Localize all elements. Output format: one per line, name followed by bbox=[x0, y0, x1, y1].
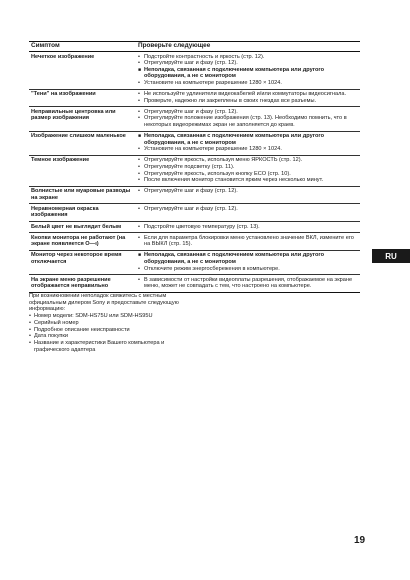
symptom-cell: Нечеткое изображение bbox=[29, 52, 136, 89]
table-body bbox=[29, 52, 360, 293]
check-item: • Отрегулируйте шаг и фазу (стр. 12). bbox=[138, 60, 358, 67]
header-symptom: Симптом bbox=[29, 42, 136, 52]
check-item: • Не используйте удлинители видеокабелей и/или коммутаторы видеосигнала. bbox=[138, 91, 358, 98]
language-tab: RU bbox=[372, 249, 410, 263]
pc-issue-note: ■ Неполадка, связанная с подключением компьютера или другого оборудования, а не с монитором bbox=[138, 67, 358, 80]
check-cell bbox=[136, 222, 360, 233]
service-notes-item: • Название и характеристики Вашего компьютера и графического адаптера bbox=[29, 340, 189, 353]
check-item: • Отрегулируйте яркость, используя кнопку ECO (стр. 10). bbox=[138, 171, 358, 178]
table-row bbox=[29, 250, 360, 274]
table-row bbox=[29, 222, 360, 233]
symptom-cell: Белый цвет не выглядит белым bbox=[29, 222, 136, 233]
table-row bbox=[29, 204, 360, 222]
symptom-cell: На экране меню разрешение отображается неправильно bbox=[29, 275, 136, 293]
table-row bbox=[29, 275, 360, 293]
check-item: • Отрегулируйте положение изображения (стр. 13). Необходимо помнить, что в некоторых видеорежимах экран не заполняется до краев. bbox=[138, 115, 358, 128]
check-item: • Установите на компьютере разрешение 1280 × 1024. bbox=[138, 146, 358, 153]
check-item: • Подстройте контрастность и яркость (стр. 12). bbox=[138, 54, 358, 61]
check-cell bbox=[136, 233, 360, 251]
service-notes-intro: При возникновении неполадок свяжитесь с местным официальным дилером Sony и предоставьте следующую информацию: bbox=[29, 293, 179, 313]
troubleshooting-table bbox=[29, 41, 360, 293]
check-item: • Отрегулируйте яркость, используя меню ЯРКОСТЬ (стр. 12). bbox=[138, 157, 358, 164]
check-item: • Если для параметра блокировки меню установлено значение ВКЛ, измените его на ВЫКЛ (стр. 15). bbox=[138, 235, 358, 248]
service-notes-list bbox=[29, 313, 189, 353]
symptom-cell: "Тени" на изображении bbox=[29, 89, 136, 107]
check-cell bbox=[136, 204, 360, 222]
check-list bbox=[138, 133, 358, 153]
check-cell bbox=[136, 275, 360, 293]
check-cell bbox=[136, 89, 360, 107]
check-cell bbox=[136, 52, 360, 89]
table-row bbox=[29, 89, 360, 107]
symptom-cell: Неправильные центровка или размер изображения bbox=[29, 107, 136, 131]
check-list bbox=[138, 91, 358, 104]
symptom-cell: Кнопки монитора не работают (на экране появляется О—ı) bbox=[29, 233, 136, 251]
service-notes-item: • Серийный номер bbox=[29, 320, 189, 327]
symptom-cell: Неравномерная окраска изображения bbox=[29, 204, 136, 222]
service-notes-item: • Номер модели: SDM-HS75U или SDM-HS95U bbox=[29, 313, 189, 320]
service-notes bbox=[29, 293, 189, 353]
service-notes-item: • Дата покупки bbox=[29, 333, 189, 340]
check-cell bbox=[136, 131, 360, 155]
check-item: • Отключите режим энергосбережения в компьютере. bbox=[138, 266, 358, 273]
symptom-cell: Волнистые или муаровые разводы на экране bbox=[29, 186, 136, 204]
check-item: • После включения монитор становится ярким через несколько минут. bbox=[138, 177, 358, 184]
check-list bbox=[138, 206, 358, 213]
check-cell bbox=[136, 155, 360, 186]
check-item: • Проверьте, надежно ли закреплены в своих гнездах все разъемы. bbox=[138, 98, 358, 105]
table-row bbox=[29, 233, 360, 251]
table-row bbox=[29, 131, 360, 155]
check-cell bbox=[136, 250, 360, 274]
check-item: • Установите на компьютере разрешение 1280 × 1024. bbox=[138, 80, 358, 87]
check-list bbox=[138, 157, 358, 183]
pc-issue-note: ■ Неполадка, связанная с подключением компьютера или другого оборудования, а не с монитором bbox=[138, 252, 358, 265]
check-list bbox=[138, 54, 358, 87]
check-item: • Отрегулируйте шаг и фазу (стр. 12). bbox=[138, 188, 358, 195]
check-item: • Отрегулируйте шаг и фазу (стр. 12). bbox=[138, 109, 358, 116]
check-item: • Отрегулируйте подсветку (стр. 11). bbox=[138, 164, 358, 171]
check-cell bbox=[136, 107, 360, 131]
symptom-cell: Темное изображение bbox=[29, 155, 136, 186]
symptom-cell: Изображение слишком маленькое bbox=[29, 131, 136, 155]
check-list bbox=[138, 277, 358, 290]
pc-issue-note: ■ Неполадка, связанная с подключением компьютера или другого оборудования, а не с монитором bbox=[138, 133, 358, 146]
check-item: • Подстройте цветовую температуру (стр. 13). bbox=[138, 224, 358, 231]
check-cell bbox=[136, 186, 360, 204]
check-list bbox=[138, 235, 358, 248]
table-row bbox=[29, 186, 360, 204]
check-item: • Отрегулируйте шаг и фазу (стр. 12). bbox=[138, 206, 358, 213]
symptom-cell: Монитор через некоторое время отключается bbox=[29, 250, 136, 274]
table-row bbox=[29, 52, 360, 89]
check-list bbox=[138, 109, 358, 129]
table-row bbox=[29, 107, 360, 131]
header-check: Проверьте следующее bbox=[136, 42, 360, 52]
troubleshooting-section bbox=[29, 41, 360, 293]
table-row bbox=[29, 155, 360, 186]
check-list bbox=[138, 188, 358, 195]
check-list bbox=[138, 252, 358, 272]
table-header-row bbox=[29, 42, 360, 52]
service-notes-item: • Подробное описание неисправности bbox=[29, 327, 189, 334]
check-list bbox=[138, 224, 358, 231]
page-number: 19 bbox=[354, 535, 366, 546]
check-item: • В зависимости от настройки видеоплаты разрешения, отображаемое на экране меню, может не совпадать с тем, что настроено на компьютере. bbox=[138, 277, 358, 290]
